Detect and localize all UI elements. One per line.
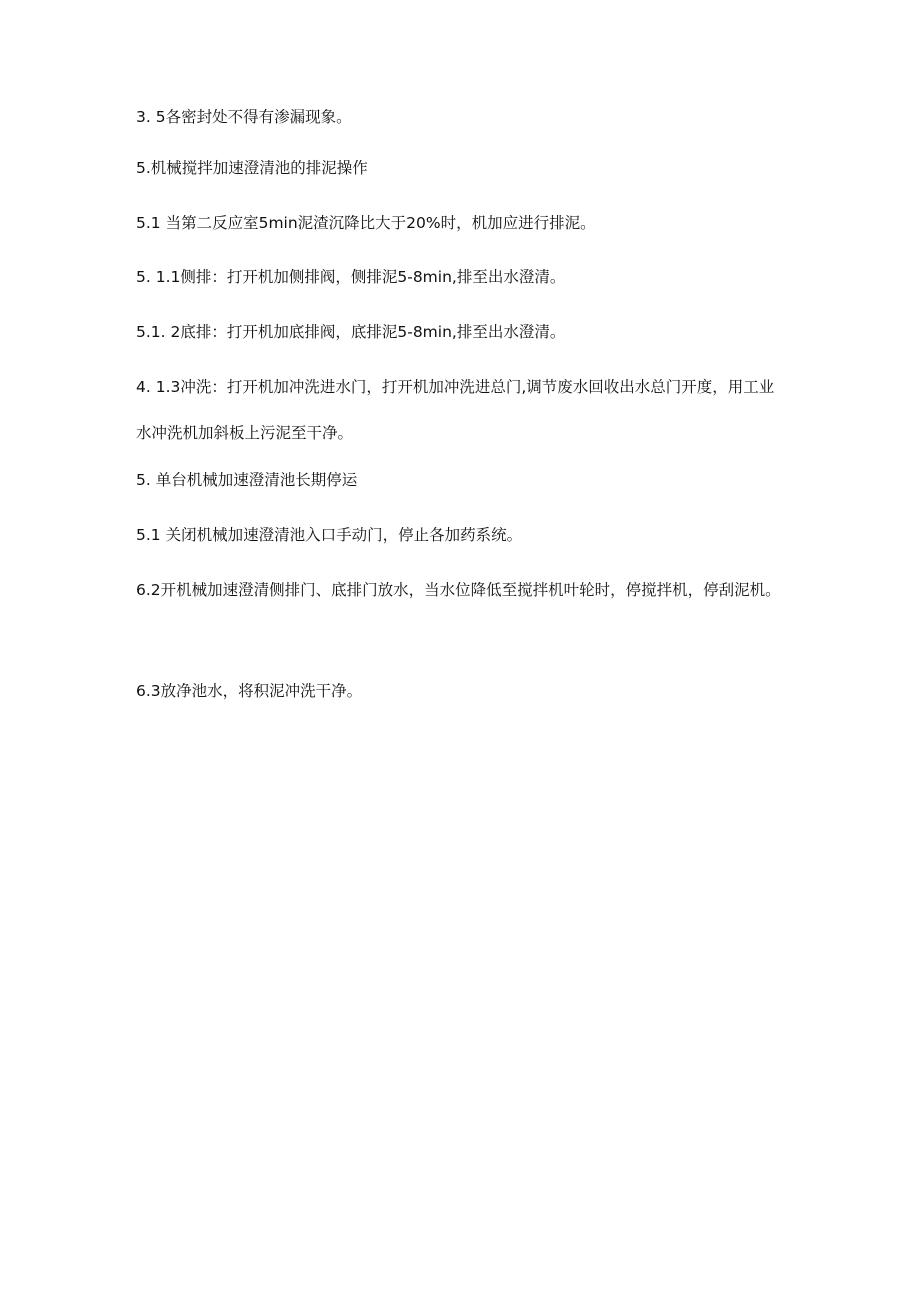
paragraph-6-3-flush-sludge: 6.3放净池水，将积泥冲洗干净。 bbox=[136, 682, 363, 700]
paragraph-5-1-discharge-condition: 5.1 当第二反应室5min泥渣沉降比大于20%时，机加应进行排泥。 bbox=[136, 214, 596, 232]
paragraph-3-5-seals: 3. 5各密封处不得有渗漏现象。 bbox=[136, 108, 352, 126]
paragraph-4-1-3-flushing: 4. 1.3冲洗：打开机加冲洗进水门，打开机加冲洗进总门,调节废水回收出水总门开度，用工业水冲洗机加斜板上污泥至干净。 bbox=[136, 378, 775, 442]
heading-5-sludge-discharge: 5.机械搅拌加速澄清池的排泥操作 bbox=[136, 159, 368, 177]
paragraph-5-1-close-inlet: 5.1 关闭机械加速澄清池入口手动门，停止各加药系统。 bbox=[136, 526, 523, 544]
heading-5-long-term-shutdown: 5. 单台机械加速澄清池长期停运 bbox=[136, 471, 358, 489]
paragraph-5-1-2-bottom-discharge: 5.1. 2底排：打开机加底排阀，底排泥5-8min,排至出水澄清。 bbox=[136, 323, 566, 341]
paragraph-6-2-drain-water: 6.2开机械加速澄清侧排门、底排门放水，当水位降低至搅拌机叶轮时，停搅拌机，停刮泥机。 bbox=[136, 581, 781, 599]
paragraph-5-1-1-side-discharge: 5. 1.1侧排：打开机加侧排阀，侧排泥5-8min,排至出水澄清。 bbox=[136, 268, 566, 286]
